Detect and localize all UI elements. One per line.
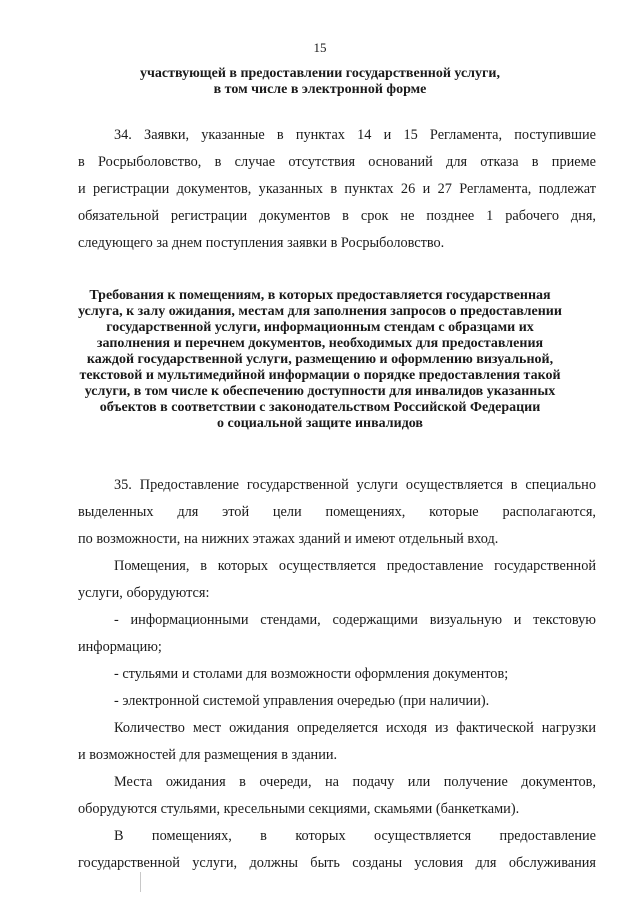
text-line: в Росрыболовство, в случае отсутствия оснований для отказа в приеме (78, 154, 596, 170)
paragraph-34 (78, 126, 596, 256)
section-heading-registration (60, 66, 580, 98)
text-line: информацию; (78, 639, 162, 655)
heading-line: участвующей в предоставлении государственной услуги, (140, 66, 500, 81)
text-line: и возможностей для размещения в здании. (78, 747, 338, 763)
text-line: 35. Предоставление государственной услуги осуществляется в специально (114, 477, 596, 493)
section-heading-premises-requirements (60, 288, 580, 432)
text-line: по возможности, на нижних этажах зданий и имеют отдельный вход. (78, 531, 499, 547)
heading-line: услуга, к залу ожидания, местам для заполнения запросов о предоставлении (78, 304, 562, 319)
text-line: Места ожидания в очереди, на подачу или получение документов, (114, 774, 596, 790)
page-number: 15 (313, 40, 327, 55)
text-line: Количество мест ожидания определяется исходя из фактической нагрузки (114, 720, 596, 736)
text-line: 34. Заявки, указанные в пунктах 14 и 15 Регламента, поступившие (114, 127, 596, 143)
heading-line: Требования к помещениям, в которых предоставляется государственная (89, 288, 551, 303)
heading-line: каждой государственной услуги, размещению и оформлению визуальной, (86, 352, 554, 367)
heading-line: о социальной защите инвалидов (217, 416, 423, 431)
list-item: - информационными стендами, содержащими визуальную и текстовую (114, 612, 596, 628)
paragraph-35-block (78, 476, 596, 876)
text-line: В помещениях, в которых осуществляется предоставление (114, 828, 596, 844)
text-line: государственной услуги, должны быть созданы условия для обслуживания (78, 855, 596, 871)
list-item: - стульями и столами для возможности оформления документов; (114, 666, 509, 682)
heading-line: услуги, в том числе к обеспечению доступности для инвалидов указанных (84, 384, 556, 399)
heading-line: текстовой и мультимедийной информации о порядке предоставления такой (79, 368, 561, 383)
heading-line: государственной услуги, информационным стендам с образцами их (106, 320, 534, 335)
text-line: выделенных для этой цели помещениях, которые располагаются, (78, 504, 596, 520)
text-line: обязательной регистрации документов в срок не позднее 1 рабочего дня, (78, 208, 596, 224)
text-line: оборудуются стульями, кресельными секциями, скамьями (банкетками). (78, 801, 520, 817)
text-line: следующего за днем поступления заявки в Росрыболовство. (78, 235, 445, 251)
scan-artifact (140, 872, 141, 892)
list-item: - электронной системой управления очередью (при наличии). (114, 693, 490, 709)
heading-line: в том числе в электронной форме (213, 82, 427, 97)
heading-line: объектов в соответствии с законодательством Российской Федерации (99, 400, 541, 415)
heading-line: заполнения и перечнем документов, необходимых для предоставления (96, 336, 544, 351)
text-line: услуги, оборудуются: (78, 585, 210, 601)
text-line: Помещения, в которых осуществляется предоставление государственной (114, 558, 596, 574)
text-line: и регистрации документов, указанных в пунктах 26 и 27 Регламента, подлежат (78, 181, 596, 197)
